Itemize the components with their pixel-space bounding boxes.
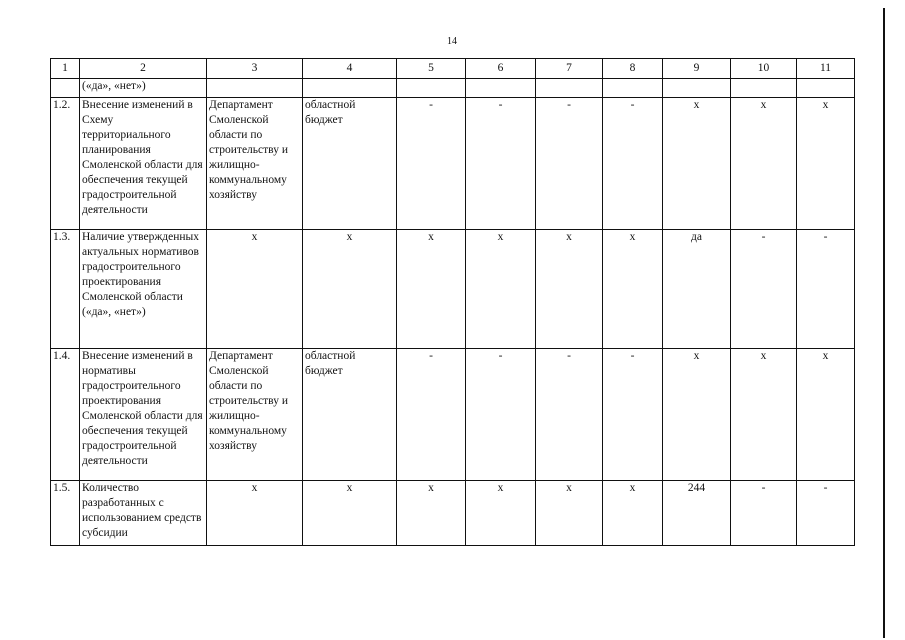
table-row	[51, 98, 855, 230]
funding-source: х	[303, 230, 397, 349]
page-number: 14	[447, 36, 457, 47]
continuation-row	[51, 79, 855, 98]
table-row	[51, 349, 855, 481]
executor: х	[207, 481, 303, 546]
page-edge-rule	[883, 8, 885, 638]
executor: Департамент Смоленской области по строительству и жилищно-коммунальному хозяйству	[207, 349, 303, 481]
header-cell: 4	[303, 59, 397, 79]
header-cell: 1	[51, 59, 80, 79]
header-cell: 7	[536, 59, 603, 79]
executor: х	[207, 230, 303, 349]
funding-source: областной бюджет	[303, 349, 397, 481]
cell-col8: х	[603, 481, 663, 546]
cell-col5: х	[397, 230, 466, 349]
header-cell: 2	[80, 59, 207, 79]
indicator-name: Наличие утвержденных актуальных нормативов градостроительного проектирования Смоленской области («да», «нет»)	[80, 230, 207, 349]
cell-col9: да	[663, 230, 731, 349]
table-row	[51, 230, 855, 349]
cell-col6: -	[466, 98, 536, 230]
executor: Департамент Смоленской области по строительству и жилищно-коммунальному хозяйству	[207, 98, 303, 230]
cell-col9: х	[663, 98, 731, 230]
header-cell: 6	[466, 59, 536, 79]
header-cell: 9	[663, 59, 731, 79]
header-cell: 10	[731, 59, 797, 79]
program-table	[50, 58, 855, 546]
cell-col11: -	[797, 481, 855, 546]
cell-col11: х	[797, 98, 855, 230]
cell-col7: х	[536, 481, 603, 546]
cell-col5: х	[397, 481, 466, 546]
header-cell: 8	[603, 59, 663, 79]
cell-col7: -	[536, 349, 603, 481]
cell-col10: х	[731, 98, 797, 230]
row-number: 1.5.	[51, 481, 80, 546]
continuation-text: («да», «нет»)	[80, 79, 207, 98]
header-cell: 5	[397, 59, 466, 79]
row-number: 1.2.	[51, 98, 80, 230]
cell-col5: -	[397, 349, 466, 481]
cell-col6: х	[466, 481, 536, 546]
row-number: 1.3.	[51, 230, 80, 349]
header-cell: 3	[207, 59, 303, 79]
row-number: 1.4.	[51, 349, 80, 481]
indicator-name: Количество разработанных с использованием средств субсидии	[80, 481, 207, 546]
cell-col8: х	[603, 230, 663, 349]
cell-col11: -	[797, 230, 855, 349]
funding-source: х	[303, 481, 397, 546]
cell-col8: -	[603, 98, 663, 230]
cell-col10: -	[731, 230, 797, 349]
cell-col11: х	[797, 349, 855, 481]
cell-col5: -	[397, 98, 466, 230]
cell-col6: х	[466, 230, 536, 349]
cell-col10: х	[731, 349, 797, 481]
cell-col7: х	[536, 230, 603, 349]
indicator-name: Внесение изменений в Схему территориального планирования Смоленской области для обеспечения текущей градостроительной деятельности	[80, 98, 207, 230]
cell-col8: -	[603, 349, 663, 481]
cell-col6: -	[466, 349, 536, 481]
funding-source: областной бюджет	[303, 98, 397, 230]
table-row	[51, 481, 855, 546]
cell-col10: -	[731, 481, 797, 546]
indicator-name: Внесение изменений в нормативы градостроительного проектирования Смоленской области для обеспечения текущей градостроительной деятельности	[80, 349, 207, 481]
column-number-row	[51, 59, 855, 79]
cell-col9: х	[663, 349, 731, 481]
cell-col7: -	[536, 98, 603, 230]
cell-col9: 244	[663, 481, 731, 546]
header-cell: 11	[797, 59, 855, 79]
